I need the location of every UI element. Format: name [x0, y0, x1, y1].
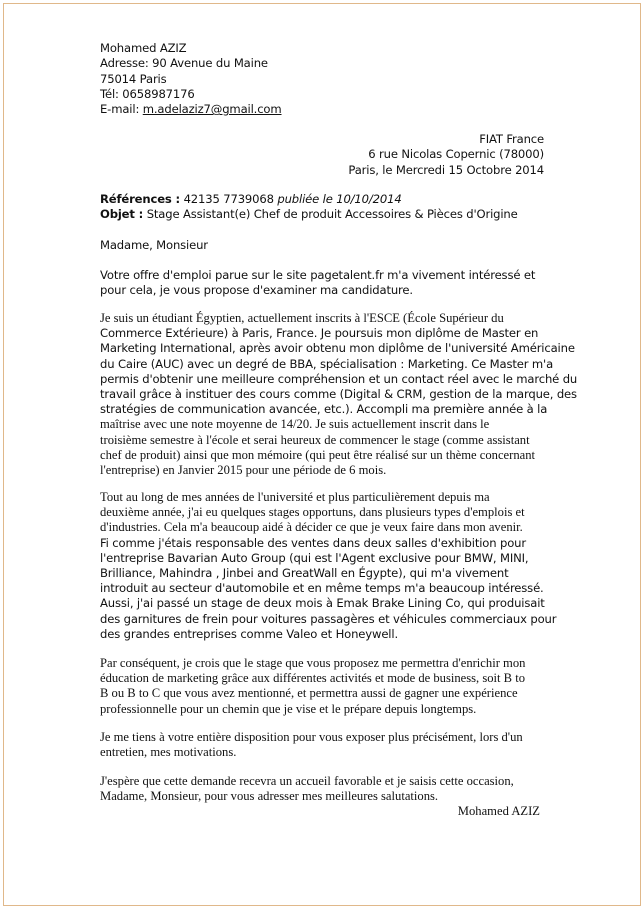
- paragraph-line: introduit au secteur d'automobile et en même temps m'a beaucoup intéressé.: [100, 581, 544, 596]
- sender-city: 75014 Paris: [100, 71, 167, 86]
- subject-text: Stage Assistant(e) Chef de produit Accessoires & Pièces d'Origine: [143, 207, 518, 222]
- paragraph-line: maîtrise avec une note moyenne de 14/20. Je suis actuellement inscrit dans le: [100, 417, 490, 432]
- paragraph-line: Commerce Extérieure) à Paris, France. Je poursuis mon diplôme de Master en: [100, 326, 539, 341]
- paragraph-line: professionnelle pour un chemin que je vise et le prépare depuis longtemps.: [100, 701, 477, 716]
- paragraph-line: Je me tiens à votre entière disposition pour vous exposer plus précisément, lors d'un: [100, 730, 523, 744]
- paragraph-line: l'entreprise Bavarian Auto Group (qui est l'Agent exclusive pour BMW, MINI,: [100, 550, 529, 565]
- greeting: Madame, Monsieur: [100, 238, 208, 252]
- sender-block: [100, 41, 545, 117]
- paragraph-line: entretien, mes motivations.: [100, 745, 237, 760]
- subject-label: Objet :: [100, 207, 144, 222]
- reference-label: Références :: [100, 192, 181, 206]
- paragraph-education: [100, 311, 578, 478]
- paragraph-line: Fi comme j'étais responsable des ventes dans deux salles d'exhibition pour: [100, 535, 526, 550]
- paragraph-line: Brilliance, Mahindra , Jinbei and GreatWall en Égypte), qui m'a vivement: [100, 566, 509, 581]
- paragraph-closing: [100, 774, 545, 804]
- reference-published: publiée le 10/10/2014: [277, 192, 402, 206]
- paragraph-line: troisième semestre à l'école et serai heureux de commencer le stage (comme assistant: [100, 432, 530, 447]
- paragraph-conclusion: [100, 656, 545, 717]
- paragraph-line: Je suis un étudiant Égyptien, actuellement inscrits à l'ESCE (École Supérieur du: [100, 311, 504, 325]
- paragraph-line: d'industries. Cela m'a beaucoup aidé à décider ce que je veux faire dans mon avenir.: [100, 520, 523, 535]
- sender-phone: Tél: 0658987176: [100, 86, 195, 101]
- paragraph-line: permis d'obtenir une meilleure compréhension et un contact réel avec le marché du: [100, 371, 578, 386]
- paragraph-line: des grandes entreprises comme Valeo et Honeywell.: [100, 626, 398, 641]
- paragraph-line: du Caire (AUC) avec un degré de BBA, spécialisation : Marketing. Ce Master m'a: [100, 356, 554, 371]
- signature: Mohamed AZIZ: [457, 804, 540, 818]
- paragraph-line: des garnitures de frein pour voitures passagères et véhicules commerciaux pour: [100, 611, 557, 626]
- paragraph-line: Madame, Monsieur, pour vous adresser mes meilleures salutations.: [100, 789, 439, 804]
- paragraph-line: éducation de marketing grâce aux différentes activités et mode de business, soit B to: [100, 671, 526, 686]
- sender-name: Mohamed AZIZ: [100, 41, 187, 55]
- paragraph-line: Votre offre d'emploi parue sur le site pagetalent.fr m'a vivement intéressé et: [100, 268, 536, 282]
- sender-email-line: [100, 102, 545, 117]
- sender-address: Adresse: 90 Avenue du Maine: [100, 56, 268, 71]
- paragraph-line: l'entreprise) en Janvier 2015 pour une période de 6 mois.: [100, 463, 387, 478]
- paragraph-experience: [100, 490, 557, 642]
- paragraph-line: chef de produit) ainsi que mon mémoire (qui peut être réalisé sur un thème concernant: [100, 447, 536, 462]
- paragraph-line: deuxième année, j'ai eu quelques stages opportuns, dans plusieurs types d'emplois et: [100, 505, 525, 520]
- recipient-address: 6 rue Nicolas Copernic (78000): [368, 147, 544, 162]
- paragraph-line: Par conséquent, je crois que le stage que vous proposez me permettra d'enrichir mon: [100, 656, 526, 670]
- paragraph-line: B ou B to C que vous avez mentionné, et permettra aussi de gagner une expérience: [100, 686, 518, 701]
- paragraph-line: Tout au long de mes années de l'université et plus particulièrement depuis ma: [100, 490, 490, 504]
- email-label: E-mail:: [100, 102, 143, 117]
- paragraph-availability: [100, 730, 545, 760]
- paragraph-offer: [100, 268, 545, 298]
- paragraph-line: J'espère que cette demande recevra un accueil favorable et je saisis cette occasion,: [100, 774, 514, 788]
- email-link[interactable]: m.adelaziz7@gmail.com: [142, 102, 282, 117]
- paragraph-line: Marketing International, après avoir obtenu mon diplôme de l'université Américaine: [100, 341, 575, 356]
- reference-number: 42135 7739068: [180, 192, 278, 206]
- recipient-block: [348, 132, 544, 178]
- paragraph-line: travail grâce à instituer des cours comme (Digital & CRM, gestion de la marque, des: [100, 387, 577, 402]
- letter-date: Paris, le Mercredi 15 Octobre 2014: [348, 162, 544, 177]
- subject-line: [100, 207, 545, 222]
- paragraph-line: stratégies de communication avancée, etc.). Accompli ma première année à la: [100, 402, 548, 417]
- reference-line: [100, 192, 545, 207]
- paragraph-line: Aussi, j'ai passé un stage de deux mois à Emak Brake Lining Co, qui produisait: [100, 596, 545, 611]
- references-block: [100, 192, 545, 223]
- recipient-company: FIAT France: [479, 132, 544, 146]
- paragraph-line: pour cela, je vous propose d'examiner ma candidature.: [100, 283, 413, 298]
